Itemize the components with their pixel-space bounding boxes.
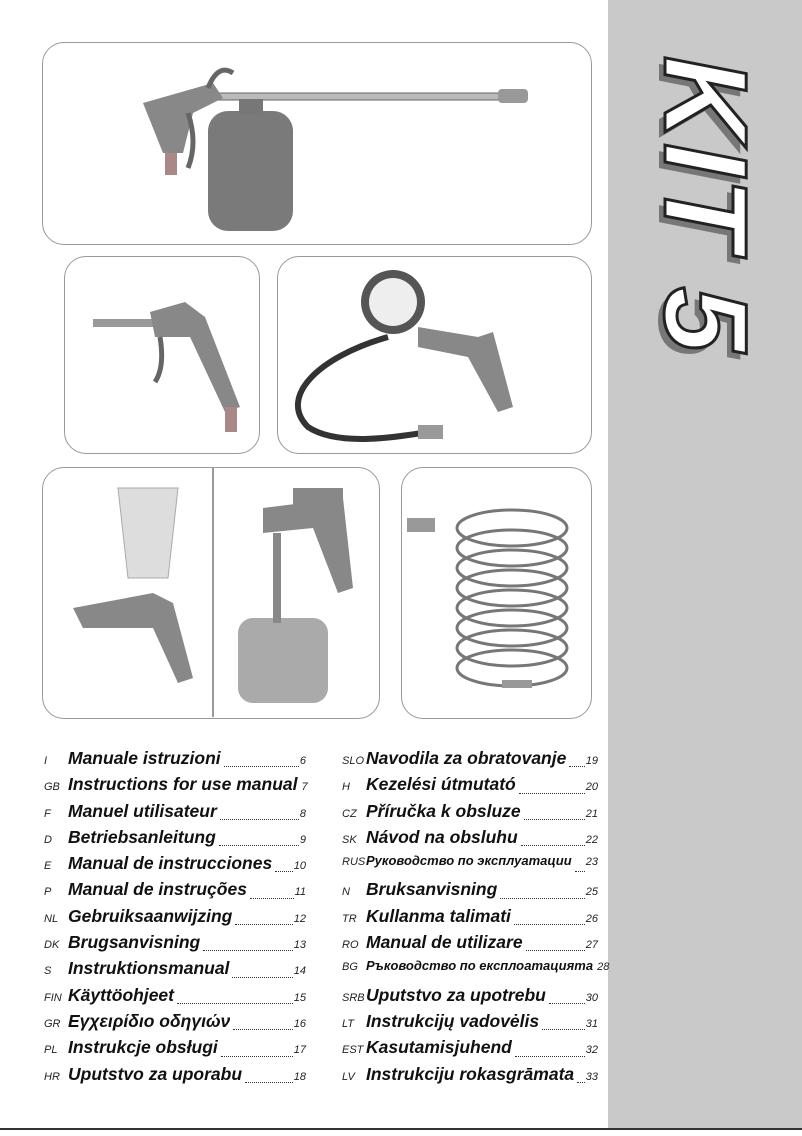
manual-title: Bruksanvisning xyxy=(366,879,498,900)
manual-title: Käyttöohjeet xyxy=(68,984,174,1005)
page-number: 31 xyxy=(585,1017,598,1030)
language-code: H xyxy=(342,781,350,794)
page-number: 8 xyxy=(299,807,306,820)
manual-title: Manuale istruzioni xyxy=(68,748,221,768)
side-band xyxy=(608,0,802,1128)
manual-title: Uputstvo za uporabu xyxy=(68,1063,243,1084)
leader-dots xyxy=(219,844,299,846)
language-code: SRB xyxy=(342,991,365,1004)
toc-entry[interactable] xyxy=(342,879,598,905)
page-number: 21 xyxy=(585,807,598,820)
page-number: 20 xyxy=(585,781,598,794)
manual-title: Manual de utilizare xyxy=(366,932,523,953)
manual-title: Manual de instrucciones xyxy=(68,853,273,874)
leader-dots xyxy=(250,897,294,899)
leader-dots xyxy=(575,870,585,872)
panel-spiral-hose xyxy=(401,467,592,719)
page-number: 10 xyxy=(293,860,306,873)
manual-title: Ръководство по експлоатацията xyxy=(366,958,594,974)
manual-title: Εγχειρίδιο οδηγιών xyxy=(68,1010,231,1031)
page-number: 25 xyxy=(585,886,598,899)
leader-dots xyxy=(519,792,585,794)
page-number: 14 xyxy=(293,965,306,978)
language-code: E xyxy=(44,860,52,873)
toc-entry[interactable] xyxy=(44,801,306,827)
leader-dots xyxy=(500,897,584,899)
leader-dots xyxy=(577,1081,585,1083)
manual-title: Uputstvo za upotrebu xyxy=(366,984,546,1005)
spiral-hose-image xyxy=(402,468,591,718)
toc-entry[interactable] xyxy=(342,1064,598,1090)
language-code: EST xyxy=(342,1044,364,1057)
language-code: HR xyxy=(44,1070,60,1083)
leader-dots xyxy=(232,976,292,978)
manual-title: Instrukcje obsługi xyxy=(68,1037,218,1058)
manual-title: Kezelési útmutató xyxy=(366,774,516,795)
toc-entry[interactable] xyxy=(342,958,610,984)
manual-title: Instruktionsmanual xyxy=(68,958,230,979)
toc-entry[interactable] xyxy=(44,1037,306,1063)
leader-dots xyxy=(521,844,585,846)
language-code: DK xyxy=(44,939,60,952)
toc-entry[interactable] xyxy=(342,801,598,827)
language-code: RO xyxy=(342,939,359,952)
leader-dots xyxy=(542,1028,585,1030)
toc-entry[interactable] xyxy=(44,1011,306,1037)
panel-divider xyxy=(212,467,214,717)
toc-entry[interactable] xyxy=(342,827,598,853)
cover-title: KIT 5 xyxy=(639,55,771,355)
manual-title: Gebruiksaanwijzing xyxy=(68,905,233,926)
language-code: P xyxy=(44,886,52,899)
panel-spray-guns xyxy=(42,467,380,719)
toc-entry[interactable] xyxy=(44,1064,306,1090)
toc-entry[interactable] xyxy=(44,774,306,800)
leader-dots xyxy=(245,1081,293,1083)
leader-dots xyxy=(275,870,293,872)
page-number: 12 xyxy=(293,912,306,925)
spray-guns-image xyxy=(43,468,379,718)
toc-entry[interactable] xyxy=(44,932,306,958)
page-number: 13 xyxy=(293,939,306,952)
manual-title: Betriebsanleitung xyxy=(68,826,216,847)
toc-entry[interactable] xyxy=(44,906,306,932)
page-number: 23 xyxy=(585,856,598,869)
manual-title: Руководство по эксплуатации xyxy=(366,853,572,869)
leader-dots xyxy=(235,923,292,925)
leader-dots xyxy=(524,818,585,820)
blow-gun-image xyxy=(65,257,259,453)
language-code: S xyxy=(44,965,52,978)
toc-entry[interactable] xyxy=(44,827,306,853)
panel-washing-gun xyxy=(42,42,592,245)
page-number: 6 xyxy=(299,755,306,767)
language-code: PL xyxy=(44,1044,58,1057)
toc-left xyxy=(44,748,306,1090)
manual-title: Navodila za obratovanje xyxy=(366,748,567,768)
page-number: 17 xyxy=(293,1044,306,1057)
toc-entry[interactable] xyxy=(342,748,598,774)
language-code: LV xyxy=(342,1070,355,1083)
page-number: 11 xyxy=(294,886,306,899)
language-code: CZ xyxy=(342,807,357,820)
language-code: BG xyxy=(342,961,358,974)
toc-right xyxy=(342,748,610,1090)
language-code: TR xyxy=(342,912,357,925)
toc-entry[interactable] xyxy=(44,879,306,905)
language-code: F xyxy=(44,807,51,820)
manual-title: Manuel utilisateur xyxy=(68,800,217,821)
leader-dots xyxy=(515,1055,585,1057)
toc-entry[interactable] xyxy=(44,985,306,1011)
manual-title: Instrukcijų vadovėlis xyxy=(366,1010,540,1031)
leader-dots xyxy=(203,949,293,951)
leader-dots xyxy=(526,949,585,951)
language-code: SLO xyxy=(342,755,365,767)
manual-title: Instructions for use manual xyxy=(68,774,298,795)
page-number: 16 xyxy=(293,1017,306,1030)
manual-title: Manual de instruções xyxy=(68,879,247,900)
leader-dots xyxy=(224,765,299,767)
toc-entry[interactable] xyxy=(342,906,598,932)
leader-dots xyxy=(220,818,299,820)
page-number: 32 xyxy=(585,1044,598,1057)
panel-blow-gun xyxy=(64,256,260,454)
language-code: D xyxy=(44,833,52,846)
language-code: LT xyxy=(342,1017,355,1030)
page-number: 9 xyxy=(299,833,306,846)
page-number: 27 xyxy=(585,939,598,952)
page-number: 19 xyxy=(585,755,598,767)
leader-dots xyxy=(549,1002,585,1004)
page-number: 26 xyxy=(585,912,598,925)
manual-title: Příručka k obsluze xyxy=(366,800,521,821)
language-code: I xyxy=(44,755,48,767)
leader-dots xyxy=(569,765,584,767)
bottom-rule xyxy=(0,1128,802,1130)
toc-entry[interactable] xyxy=(44,958,306,984)
page-number: 22 xyxy=(585,833,598,846)
leader-dots xyxy=(177,1002,293,1004)
page-number: 30 xyxy=(585,991,598,1004)
toc-entry[interactable] xyxy=(342,932,598,958)
leader-dots xyxy=(233,1028,292,1030)
page-number: 33 xyxy=(585,1070,598,1083)
language-code: FIN xyxy=(44,991,62,1004)
manual-title: Kasutamisjuhend xyxy=(366,1037,512,1058)
language-code: RUS xyxy=(342,856,366,869)
washing-gun-image xyxy=(43,43,591,244)
toc-entry[interactable] xyxy=(44,748,306,774)
toc-entry[interactable] xyxy=(342,774,598,800)
toc-entry[interactable] xyxy=(44,853,306,879)
language-code: GB xyxy=(44,781,60,794)
manual-title: Kullanma talimati xyxy=(366,905,511,926)
toc-entry[interactable] xyxy=(342,1037,598,1063)
language-code: N xyxy=(342,886,350,899)
manual-title: Instrukciju rokasgrāmata xyxy=(366,1063,575,1084)
language-code: SK xyxy=(342,833,357,846)
language-code: NL xyxy=(44,912,59,925)
page-number: 7 xyxy=(301,781,308,794)
page-number: 15 xyxy=(293,991,306,1004)
language-code: GR xyxy=(44,1017,61,1030)
manual-title: Návod na obsluhu xyxy=(366,826,518,847)
leader-dots xyxy=(514,923,585,925)
toc-entry[interactable] xyxy=(342,985,598,1011)
page-number: 18 xyxy=(293,1070,306,1083)
panel-tyre-inflator xyxy=(277,256,592,454)
manual-title: Brugsanvisning xyxy=(68,932,201,953)
toc-entry[interactable] xyxy=(342,1011,598,1037)
leader-dots xyxy=(221,1055,293,1057)
tyre-inflator-image xyxy=(278,257,591,453)
page-number: 28 xyxy=(597,961,610,974)
toc-entry[interactable] xyxy=(342,853,598,879)
